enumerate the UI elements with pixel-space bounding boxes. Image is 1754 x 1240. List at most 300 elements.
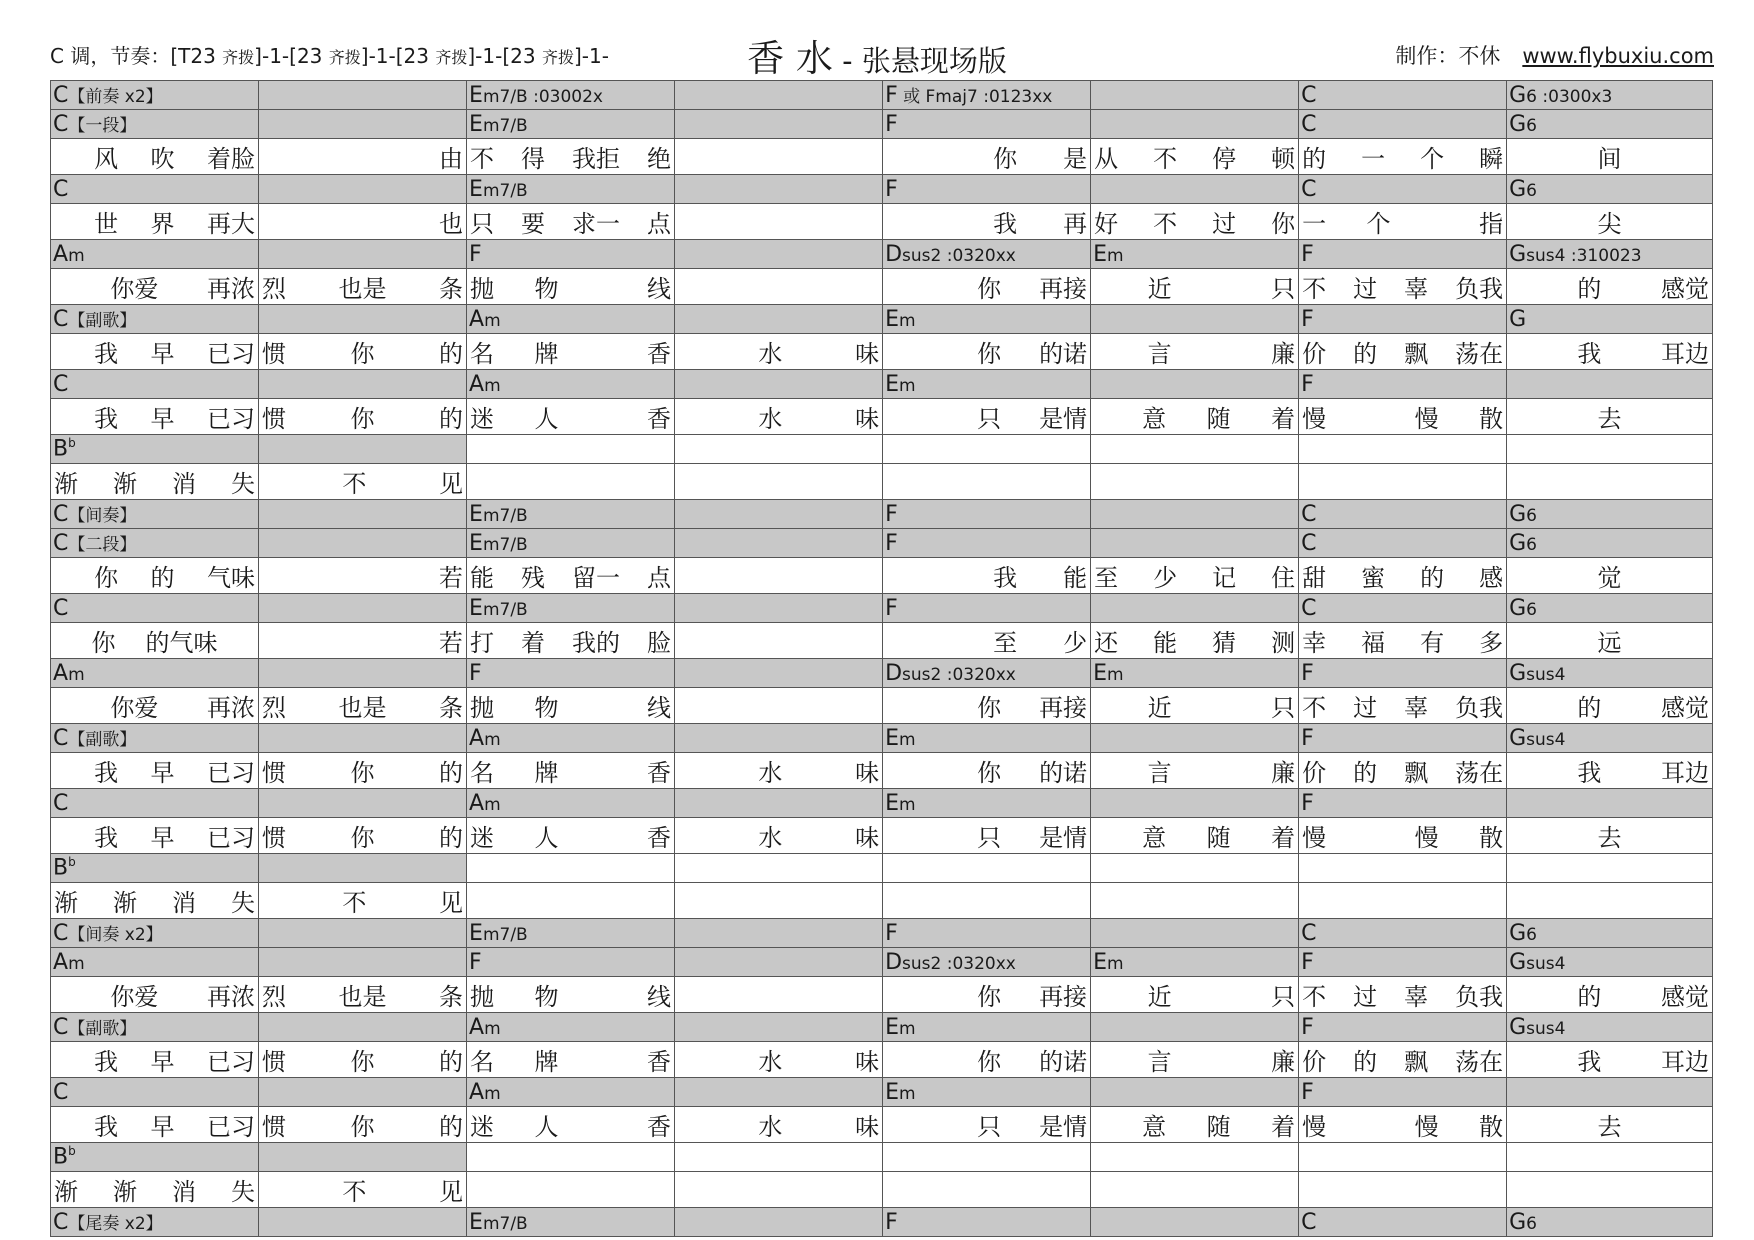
lyric-syllable: 香 [647, 824, 672, 852]
lyric-cell [1299, 139, 1507, 175]
chord-fingering: :0123xx [977, 87, 1053, 107]
song-title: 香 水 [747, 37, 833, 80]
lyric-cell [467, 1042, 675, 1078]
lyric-syllable [54, 399, 62, 434]
lyric-syllable: 你 [1271, 210, 1296, 238]
chord-root: F [885, 111, 898, 137]
lyric-syllable: 是情 [1039, 405, 1088, 433]
chord-root: C [1301, 595, 1317, 621]
chord-cell [259, 305, 467, 334]
chord-cell [51, 659, 259, 688]
lyric-row [51, 558, 1713, 594]
lyric-syllable: 迷 [470, 405, 495, 433]
lyric-syllable: 惯 [262, 340, 287, 368]
lyric-syllable: 要 [521, 210, 546, 238]
lyric-syllable: 少 [1153, 564, 1178, 592]
lyric-cell [259, 1172, 467, 1208]
chord-root: C [1301, 111, 1317, 137]
lyric-syllable [54, 139, 62, 174]
lyric-syllable: 只 [1271, 983, 1296, 1011]
lyric-cell [51, 139, 259, 175]
lyric-syllable [599, 688, 607, 723]
chord-row [51, 1143, 1713, 1172]
lyric-cell [883, 753, 1091, 789]
chord-quality: m [68, 953, 85, 974]
lyric-syllable [932, 753, 940, 788]
chord-cell [1091, 724, 1299, 753]
lyric-syllable: 价 [1302, 340, 1327, 368]
lyric-syllable: 迷 [470, 1113, 495, 1141]
lyric-syllable: 香 [647, 759, 672, 787]
chord-cell [51, 919, 259, 948]
lyric-syllable [886, 753, 894, 788]
lyric-syllable: 飘 [1404, 759, 1429, 787]
lyric-syllable: 渐 [113, 1178, 137, 1206]
lyric-syllable: 再接 [1039, 275, 1088, 303]
chord-cell [675, 500, 883, 529]
chord-quality: sus4 [1526, 245, 1566, 266]
lyric-syllable: 蜜 [1361, 564, 1386, 592]
flat-symbol: b [68, 436, 76, 451]
chord-row [51, 175, 1713, 204]
lyric-syllable: 我 [94, 405, 119, 433]
chord-cell [883, 1078, 1091, 1107]
chord-cell [675, 529, 883, 558]
lyric-syllable [1510, 468, 1518, 496]
lyric-syllable [262, 623, 270, 658]
lyric-syllable [599, 334, 607, 369]
lyric-syllable: 已习 [207, 824, 255, 852]
chord-row [51, 435, 1713, 464]
lyric-cell [259, 399, 467, 435]
chord-cell [467, 854, 675, 883]
lyric-syllable: 味 [855, 405, 880, 433]
lyric-cell [1299, 623, 1507, 659]
lyric-cell [259, 623, 467, 659]
lyric-syllable [1701, 399, 1709, 434]
lyric-syllable: 的 [439, 824, 464, 852]
chord-cell [51, 305, 259, 334]
lyric-syllable: 的 [1353, 340, 1378, 368]
lyric-syllable: 失 [231, 1178, 255, 1206]
chord-cell [51, 1013, 259, 1042]
lyric-cell [51, 753, 259, 789]
chord-quality: m [68, 664, 85, 685]
lyric-row [51, 204, 1713, 240]
chord-cell [675, 305, 883, 334]
rhythm-strum: 齐拨 [328, 48, 361, 67]
chord-quality: 6 [1526, 505, 1537, 526]
lyric-syllable: 觉 [1597, 564, 1622, 592]
chord-cell [883, 789, 1091, 818]
lyric-syllable: 你 [977, 694, 1002, 722]
chord-quality: m [484, 1083, 501, 1104]
lyric-syllable: 已习 [207, 405, 255, 433]
chord-root: F [1301, 241, 1314, 267]
chord-cell [1507, 529, 1713, 558]
chord-row [51, 1013, 1713, 1042]
chord-cell [675, 175, 883, 204]
lyric-syllable [678, 627, 686, 655]
chord-cell [675, 240, 883, 269]
chord-root: C [53, 726, 69, 751]
chord-cell [51, 1078, 259, 1107]
lyric-syllable: 的 [439, 405, 464, 433]
lyric-syllable: 慢 [1414, 405, 1439, 433]
lyric-syllable [932, 1042, 940, 1077]
chord-root: E [885, 306, 899, 332]
chord-quality: m [1106, 664, 1124, 685]
lyric-syllable: 水 [758, 1113, 783, 1141]
lyric-syllable: 见 [439, 889, 464, 917]
lyric-syllable: 我 [94, 340, 119, 368]
lyric-syllable: 牌 [534, 759, 559, 787]
lyric-syllable: 烈 [262, 983, 287, 1011]
lyric-cell [1091, 818, 1299, 854]
lyric-syllable: 不 [1302, 694, 1327, 722]
chord-cell [1299, 854, 1507, 883]
chord-cell [1299, 240, 1507, 269]
chord-cell [1091, 175, 1299, 204]
chord-cell [467, 948, 675, 977]
chord-root: F [1301, 660, 1314, 686]
lyric-syllable: 个 [1420, 145, 1445, 173]
lyric-syllable: 惯 [262, 1048, 287, 1076]
lyric-cell [675, 977, 883, 1013]
lyric-syllable [1701, 1107, 1709, 1142]
lyric-cell [1507, 753, 1713, 789]
lyric-syllable: 我 [94, 759, 119, 787]
chord-row [51, 240, 1713, 269]
chord-root: G [1509, 725, 1527, 751]
chord-quality: m [484, 310, 501, 331]
lyric-syllable: 绝 [647, 145, 672, 173]
lyric-syllable [1701, 818, 1709, 853]
lyric-syllable: 是情 [1039, 824, 1088, 852]
lyric-syllable: 负我 [1455, 275, 1504, 303]
lyric-cell [883, 623, 1091, 659]
chord-root: C [1301, 501, 1317, 527]
lyric-syllable [470, 1176, 478, 1204]
lyric-cell [675, 269, 883, 305]
chord-cell [1507, 175, 1713, 204]
chord-quality: sus4 [1526, 953, 1566, 974]
lyric-syllable: 的 [1577, 275, 1602, 303]
chord-cell [467, 1143, 675, 1172]
lyric-syllable [1701, 623, 1709, 658]
lyric-syllable [54, 688, 62, 723]
lyric-syllable: 能 [1063, 564, 1088, 592]
lyric-cell [1091, 558, 1299, 594]
chord-cell [883, 435, 1091, 464]
lyric-cell [1091, 139, 1299, 175]
chord-root: F [885, 920, 898, 946]
lyric-syllable: 只 [977, 824, 1002, 852]
lyric-syllable: 你 [993, 145, 1018, 173]
chord-root: D [885, 660, 903, 686]
chord-quality: sus2 [902, 953, 942, 974]
chord-root: E [469, 111, 483, 137]
rhythm-part: [23 [502, 44, 542, 68]
lyric-syllable [940, 204, 948, 239]
lyric-syllable [1094, 269, 1102, 304]
lyric-syllable: 意 [1142, 1113, 1167, 1141]
lyric-syllable: 你爱 [110, 694, 159, 722]
chord-cell [883, 500, 1091, 529]
lyric-row [51, 753, 1713, 789]
lyric-syllable: 我 [1577, 340, 1602, 368]
lyric-syllable: 渐 [113, 470, 137, 498]
chord-cell [51, 594, 259, 623]
lyric-syllable: 再浓 [207, 694, 256, 722]
lyric-syllable: 能 [470, 564, 495, 592]
lyric-syllable [886, 1176, 894, 1204]
lyric-syllable: 着 [1271, 405, 1296, 433]
lyric-cell [675, 883, 883, 919]
lyric-syllable [678, 208, 686, 236]
lyric-syllable: 荡在 [1455, 340, 1504, 368]
lyric-cell [51, 1042, 259, 1078]
chord-fingering: :03002x [527, 86, 603, 107]
lyric-syllable [1431, 204, 1439, 239]
chord-row [51, 1078, 1713, 1107]
chord-root: G [1509, 111, 1527, 137]
lyric-cell [51, 334, 259, 370]
lyric-syllable [1510, 1107, 1518, 1142]
lyric-syllable: 点 [647, 210, 672, 238]
chord-cell [1091, 854, 1299, 883]
lyric-syllable [1302, 468, 1310, 496]
lyric-syllable: 我 [94, 824, 119, 852]
lyric-syllable: 再接 [1039, 694, 1088, 722]
lyric-syllable [678, 1107, 686, 1142]
lyric-cell [1507, 1172, 1713, 1208]
lyric-syllable: 荡在 [1455, 1048, 1504, 1076]
lyric-syllable [940, 139, 948, 174]
lyric-syllable: 言 [1147, 1048, 1172, 1076]
chord-cell [1299, 529, 1507, 558]
lyric-syllable: 消 [172, 470, 196, 498]
chord-root: C [53, 1015, 69, 1040]
lyric-syllable: 线 [647, 275, 672, 303]
chord-root: A [469, 1079, 485, 1105]
lyric-syllable [678, 692, 686, 720]
lyric-syllable: 早 [150, 340, 175, 368]
lyric-syllable [1510, 688, 1518, 723]
chord-root: F [1301, 790, 1314, 816]
chord-cell [259, 1013, 467, 1042]
chord-cell [1299, 305, 1507, 334]
lyric-cell [1299, 753, 1507, 789]
chord-cell [51, 240, 259, 269]
chord-root: G [1509, 82, 1527, 108]
lyric-syllable: 价 [1302, 1048, 1327, 1076]
lyric-syllable: 价 [1302, 759, 1327, 787]
lyric-cell [883, 139, 1091, 175]
lyric-syllable: 香 [647, 340, 672, 368]
chord-quality: 6 [1526, 924, 1537, 945]
lyric-syllable: 廉 [1271, 340, 1296, 368]
chord-cell [675, 81, 883, 110]
lyric-syllable: 你 [977, 340, 1002, 368]
chord-cell [1507, 1013, 1713, 1042]
lyric-syllable: 不 [342, 889, 367, 917]
lyric-cell [51, 688, 259, 724]
lyric-syllable: 廉 [1271, 759, 1296, 787]
lyric-syllable [1510, 1042, 1518, 1077]
lyric-syllable: 再 [1063, 210, 1088, 238]
chord-cell [51, 500, 259, 529]
lyric-syllable: 辜 [1404, 694, 1429, 722]
chord-quality: m [898, 310, 916, 331]
lyric-syllable [1701, 558, 1709, 593]
lyric-cell [1299, 883, 1507, 919]
lyric-cell [1091, 883, 1299, 919]
lyric-syllable: 的 [1302, 145, 1327, 173]
maker-label: 制作：不休 [1395, 44, 1501, 68]
lyric-syllable: 不 [1153, 210, 1178, 238]
chord-cell [1091, 1078, 1299, 1107]
lyric-syllable [886, 269, 894, 304]
chord-cell [1299, 789, 1507, 818]
chord-root: C [1301, 82, 1317, 108]
chord-cell [1299, 1143, 1507, 1172]
lyric-syllable [470, 468, 478, 496]
lyric-syllable [1094, 977, 1102, 1012]
chord-cell [1299, 110, 1507, 139]
lyric-syllable: 抛 [470, 983, 495, 1011]
lyric-syllable [1510, 558, 1518, 593]
lyric-syllable [54, 753, 62, 788]
chord-cell [675, 948, 883, 977]
lyric-syllable: 我 [1577, 759, 1602, 787]
chord-root: A [469, 306, 485, 332]
chord-quality: m7/B [482, 115, 528, 136]
lyric-syllable: 也是 [338, 275, 387, 303]
lyric-syllable: 的诺 [1039, 340, 1088, 368]
lyric-syllable: 的气味 [145, 629, 218, 657]
lyric-syllable [886, 1042, 894, 1077]
lyric-cell [51, 977, 259, 1013]
chord-root: C [1301, 920, 1317, 946]
chord-cell [259, 1143, 467, 1172]
lyric-syllable [599, 399, 607, 434]
chord-cell [51, 81, 259, 110]
lyric-syllable [886, 204, 894, 239]
chord-cell [51, 529, 259, 558]
lyric-cell [51, 558, 259, 594]
chord-root: C [53, 176, 69, 202]
chord-cell [1091, 919, 1299, 948]
lyric-syllable: 惯 [262, 1113, 287, 1141]
lyric-syllable: 尖 [1597, 210, 1622, 238]
lyric-cell [1299, 818, 1507, 854]
lyric-syllable [1094, 1107, 1102, 1142]
chord-root: A [53, 241, 69, 267]
section-label: 【尾奏 x2】 [68, 1214, 163, 1234]
lyric-cell [259, 883, 467, 919]
lyric-cell [883, 818, 1091, 854]
lyric-cell [467, 204, 675, 240]
rhythm-strum: 齐拨 [435, 48, 468, 67]
lyric-syllable: 气味 [207, 564, 255, 592]
chord-cell [467, 435, 675, 464]
lyric-row [51, 977, 1713, 1013]
chord-cell [1091, 370, 1299, 399]
rhythm-count: ]-1- [467, 44, 503, 68]
chord-root: A [469, 725, 485, 751]
lyric-syllable: 的 [1353, 1048, 1378, 1076]
song-subtitle: - 张悬现场版 [832, 44, 1007, 78]
lyric-syllable [678, 273, 686, 301]
site-link[interactable]: www.flybuxiu.com [1522, 44, 1714, 68]
lyric-syllable: 慢 [1302, 824, 1327, 852]
rhythm-count: ]-1- [254, 44, 290, 68]
chord-cell [467, 789, 675, 818]
lyric-syllable: 惯 [262, 759, 287, 787]
chord-cell [883, 1013, 1091, 1042]
lyric-syllable [1510, 753, 1518, 788]
chord-cell [675, 1078, 883, 1107]
lyric-syllable: 耳边 [1661, 759, 1709, 787]
lyric-syllable: 只 [977, 405, 1002, 433]
chord-cell [1091, 305, 1299, 334]
chord-cell [1299, 370, 1507, 399]
lyric-cell [51, 204, 259, 240]
lyric-syllable: 着 [1271, 824, 1296, 852]
lyric-syllable: 见 [439, 470, 464, 498]
lyric-syllable [1094, 1042, 1102, 1077]
lyric-cell [467, 558, 675, 594]
section-label: 【副歌】 [68, 730, 137, 750]
lyric-syllable: 渐 [54, 889, 78, 917]
lyric-cell [883, 558, 1091, 594]
lyric-syllable: 消 [172, 1178, 196, 1206]
chord-cell [883, 175, 1091, 204]
lyric-syllable: 的 [1577, 694, 1602, 722]
lyric-syllable: 是情 [1039, 1113, 1088, 1141]
lyric-syllable [351, 558, 359, 593]
chord-quality: 6 [1526, 115, 1537, 136]
chord-cell [1299, 1078, 1507, 1107]
lyric-cell [1299, 977, 1507, 1013]
chord-root: E [885, 725, 899, 751]
lyric-row [51, 334, 1713, 370]
lyric-syllable: 个 [1366, 210, 1391, 238]
lyric-cell [259, 818, 467, 854]
chord-cell [883, 529, 1091, 558]
chord-root: B [53, 1144, 69, 1170]
chord-cell [259, 435, 467, 464]
chord-cell [1091, 948, 1299, 977]
lyric-syllable: 已习 [207, 1048, 255, 1076]
chord-cell [1507, 1208, 1713, 1237]
lyric-syllable: 慢 [1414, 824, 1439, 852]
lyric-syllable [599, 753, 607, 788]
chord-cell [467, 1208, 675, 1237]
lyric-syllable: 不 [1302, 983, 1327, 1011]
chord-cell [675, 854, 883, 883]
lyric-cell [259, 977, 467, 1013]
lyric-syllable [678, 753, 686, 788]
lyric-syllable: 再浓 [207, 275, 256, 303]
lyric-syllable [1302, 1176, 1310, 1204]
lyric-row [51, 1172, 1713, 1208]
lyric-syllable: 也是 [338, 983, 387, 1011]
lyric-cell [467, 1172, 675, 1208]
lyric-row [51, 688, 1713, 724]
chord-cell [51, 370, 259, 399]
